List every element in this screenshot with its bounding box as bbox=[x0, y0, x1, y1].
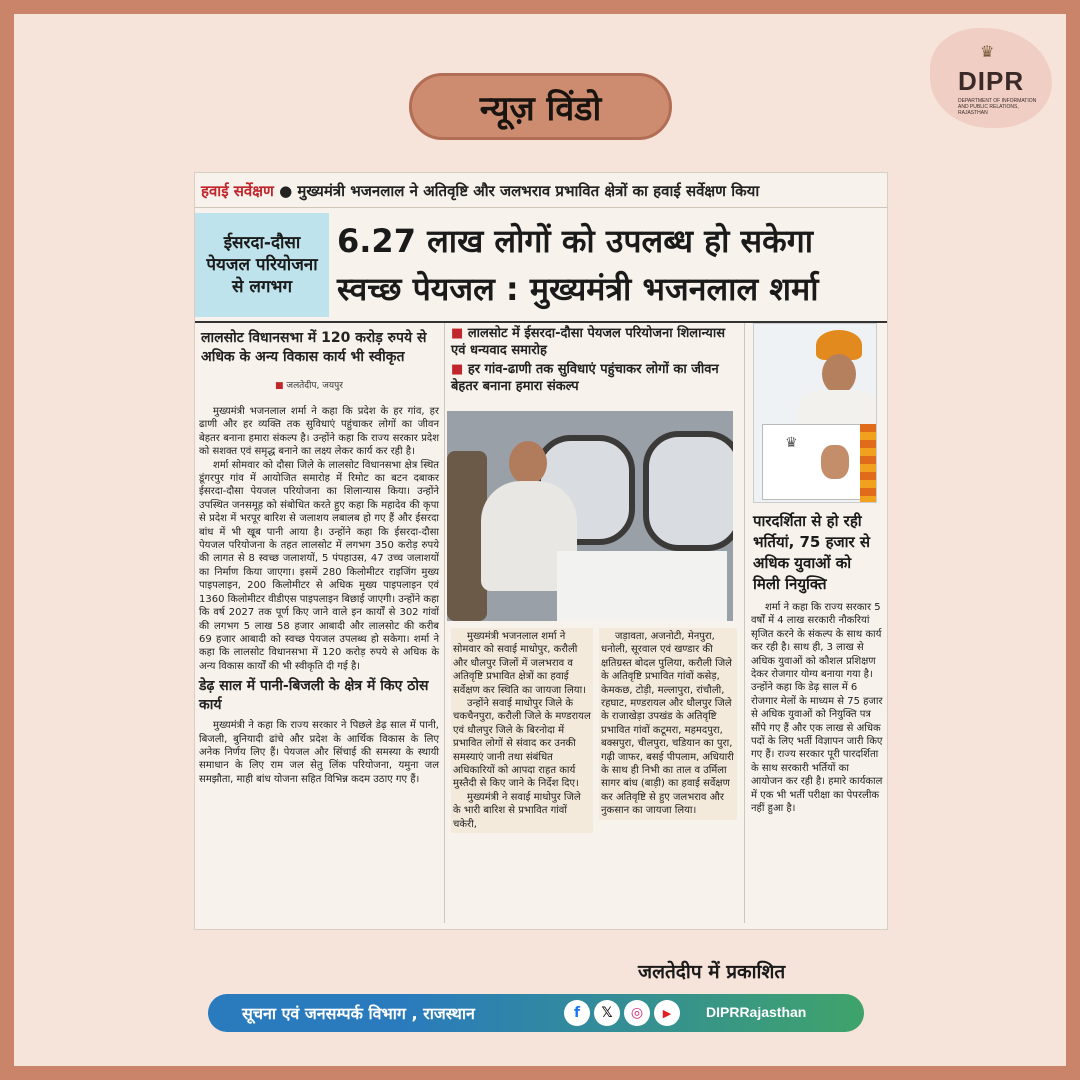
paragraph: उन्होंने सवाई माधोपुर जिले के चकचैनपुरा, करौली जिले के मण्डरायल एवं धौलपुर जिले के बिरनोदा में प्रभावित लोगों से संवाद कर उनकी समस्याएं जानी तथा संबंधित अधिकारियों को आपदा राहत कार्य मुस्तैदी से किए जाने के निर्देश दिए। bbox=[453, 698, 591, 790]
instagram-icon[interactable]: ◎ bbox=[624, 1000, 650, 1026]
paragraph: शर्मा सोमवार को दौसा जिले के लालसोट विधानसभा क्षेत्र स्थित डूंगरपुर गांव में आयोजित समारोह में रिमोट का बटन दबाकर ईसरदा-दौसा पेयजल परियोजना का शिलान्यास किया। उन्होंने उपस्थित जनसमूह को संबोधित करते हुए कहा कि महादेव की कृपा से प्रदेश में भरपूर बारिश से जलाशय लबालब हो गए हैं और ईसरदा बांध में भी खूब पानी आया है। उन्होंने कहा कि ईसरदा-दौसा पेयजल परियोजना के तहत लालसोट में लगभग 350 करोड़ रुपये की लागत से 8 स्वच्छ जलाशयों, 5 पंपहाउस, 47 उच्च जलाशयों का निर्माण किया जाएगा। इसमें 280 किलोमीटर राइजिंग मुख्य पाइपलाइन, 200 किलोमीटर से अधिक मुख्य पाइपलाइन एवं 1360 किलोमीटर वीडीएस पाइपलाइन बिछाई जाएगी। उन्होंने कहा कि वर्ष 2027 तक पूर्ण किए जाने वाले इन कार्यों से 302 गांवों की लगभग 5 लाख 58 हजार आबादी और लालसोट की करीब 69 हजार आबादी को स्वच्छ पेयजल उपलब्ध हो सकेगा। शर्मा ने कहा कि लालसोट विधानसभा में 120 करोड़ रुपये से अधिक के अन्य विकास कार्यों की भी स्वीकृति दी गई है। bbox=[199, 459, 439, 672]
byline bbox=[275, 378, 343, 391]
byline-text: जलतेदीप, जयपुर bbox=[286, 381, 343, 391]
column-4 bbox=[751, 601, 883, 816]
marigold-garland bbox=[860, 424, 876, 503]
blue-highlight-box: ईसरदा-दौसा पेयजल परियोजना से लगभग bbox=[195, 213, 329, 317]
documents-shape bbox=[557, 551, 727, 621]
speaker-face bbox=[822, 354, 856, 394]
bullet-item: ■ लालसोट में ईसरदा-दौसा पेयजल परियोजना शिलान्यास एवं धन्यवाद समारोह bbox=[451, 326, 726, 358]
person-head bbox=[509, 441, 547, 485]
paragraph: मुख्यमंत्री ने कहा कि राज्य सरकार ने पिछले डेढ़ साल में पानी, बिजली, बुनियादी ढांचे और प्रदेश के आर्थिक विकास के लिए अनेक निर्णय लिए हैं। पेयजल और सिंचाई की समस्या के स्थायी समाधान के लिए राम जल सेतु लिंक परियोजना, यमुना जल समझौता, माही बांध योजना सहित विभिन्न कदम उठाए गए हैं। bbox=[199, 720, 439, 785]
headline-line-1: 6.27 लाख लोगों को उपलब्ध हो सकेगा bbox=[337, 222, 814, 260]
paragraph: शर्मा ने कहा कि राज्य सरकार 5 वर्षों में 4 लाख सरकारी नौकरियां सृजित करने के संकल्प के साथ कार्य कर रही है। साथ ही, 3 लाख से अधिक युवाओं को कौशल प्रशिक्षण देकर रोजगार योग्य बनाया गया है। उन्होंने कहा कि डेढ़ साल में 6 रोजगार मेलों के माध्यम से 75 हजार से अधिक युवाओं को नियुक्ति पत्र सौंपे गए हैं और एक लाख से अधिक पदों के लिए भर्ती विज्ञापन जारी किए गए हैं। राज्य सरकार पूरी पारदर्शिता के साथ सरकारी भर्तियों का आयोजन कर रही है। हमारे कार्यकाल में एक भी भर्ती परीक्षा का पेपरलीक नहीं हुआ है। bbox=[751, 602, 883, 815]
kicker-divider bbox=[195, 207, 888, 208]
column-1 bbox=[199, 405, 439, 786]
kicker-label: हवाई सर्वेक्षण bbox=[201, 182, 274, 200]
dipr-logo bbox=[930, 28, 1052, 128]
department-name: सूचना एवं जनसम्पर्क विभाग , राजस्थान bbox=[242, 1004, 475, 1023]
headline-line-2: स्वच्छ पेयजल : मुख्यमंत्री भजनलाल शर्मा bbox=[337, 270, 819, 308]
social-handle[interactable]: DIPRRajasthan bbox=[706, 1004, 807, 1020]
podium bbox=[762, 424, 868, 500]
newspaper-clipping bbox=[194, 172, 888, 930]
title-pill: न्यूज़ विंडो bbox=[409, 73, 672, 140]
bullet-square-icon: ■ bbox=[451, 362, 468, 377]
kicker bbox=[201, 181, 883, 201]
paragraph: मुख्यमंत्री भजनलाल शर्मा ने कहा कि प्रदेश के हर गांव, हर ढाणी और हर व्यक्ति तक सुविधाएं पहुंचाकर लोगों का जीवन बेहतर बनाना हमारा संकल्प है। उन्होंने कहा कि राज्य सरकार प्रदेश को सशक्त एवं समृद्ध बनाने का लक्ष्य लेकर कार्य कर रही है। bbox=[199, 406, 439, 458]
column-divider bbox=[444, 323, 445, 923]
helicopter-window bbox=[643, 431, 733, 551]
column-3 bbox=[599, 628, 737, 820]
footer-bar bbox=[208, 994, 864, 1032]
paragraph: मुख्यमंत्री ने सवाई माधोपुर जिले के भारी बारिश से प्रभावित गांवों चकेरी, bbox=[453, 791, 581, 830]
bullet-list bbox=[451, 325, 741, 397]
speech-photo bbox=[753, 323, 877, 503]
facebook-icon[interactable]: f bbox=[564, 1000, 590, 1026]
paragraph: मुख्यमंत्री भजनलाल शर्मा ने सोमवार को सवाई माधोपुर, करौली और धौलपुर जिलों में जलभराव व अतिवृष्टि प्रभावित क्षेत्रों का हवाई सर्वेक्षण कर स्थिति का जायजा लिया। bbox=[453, 631, 586, 696]
section-heading: डेढ़ साल में पानी-बिजली के क्षेत्र में किए ठोस कार्य bbox=[199, 678, 429, 714]
paragraph: जड़ावता, अजनोटी, मेनपुरा, धनोली, सूरवाल एवं खण्डार की क्षतिग्रस्त बोदल पुलिया, करौली जिले के अतिवृष्टि प्रभावित गांवों कसेड़, केमकछ, टोड़ी, मल्लापुरा, रांचौली, रहघाट, मण्डरायल और धौलपुर जिले के राजाखेड़ा उपखंड के अतिवृष्टि प्रभावित गांवों कटूमरा, महमदपुरा, बक्सपुरा, चीलपुरा, चडियान का पुरा, गढ़ी जाफर, बसई पीपलाम, अधियारी के साथ ही निभी का ताल व उर्मिला सागर बांध (बाड़ी) का हवाई सर्वेक्षण कर अतिवृष्टि से हुए जलभराव और नुकसान का जायजा लिया। bbox=[601, 631, 734, 817]
byline-square-icon: ■ bbox=[275, 381, 284, 391]
podium-portrait bbox=[821, 445, 849, 479]
bullet-item: ■ हर गांव-ढाणी तक सुविधाएं पहुंचाकर लोगों का जीवन बेहतर बनाना हमारा संकल्प bbox=[451, 362, 719, 394]
youtube-icon[interactable]: ▶ bbox=[654, 1000, 680, 1026]
published-in-label: जलतेदीप में प्रकाशित bbox=[638, 961, 786, 983]
emblem-icon: ♛ bbox=[785, 435, 798, 451]
social-icons bbox=[564, 1000, 680, 1026]
column-2 bbox=[451, 628, 593, 833]
bullet-square-icon: ■ bbox=[451, 326, 468, 341]
subheadline: लालसोट विधानसभा में 120 करोड़ रुपये से अधिक के अन्य विकास कार्य भी स्वीकृत bbox=[201, 330, 427, 365]
column-divider bbox=[744, 323, 745, 923]
x-icon[interactable]: 𝕏 bbox=[594, 1000, 620, 1026]
kicker-text: ● मुख्यमंत्री भजनलाल ने अतिवृष्टि और जलभराव प्रभावित क्षेत्रों का हवाई सर्वेक्षण किया bbox=[279, 182, 760, 200]
emblem-icon: ♛ bbox=[980, 42, 995, 61]
logo-subtext: DEPARTMENT OF INFORMATION AND PUBLIC RELATIONS, RAJASTHAN bbox=[958, 98, 1037, 116]
logo-text: DIPR bbox=[958, 66, 1025, 96]
headline bbox=[337, 217, 883, 313]
helicopter-photo bbox=[447, 411, 733, 621]
side-headline: पारदर्शिता से हो रही भर्तियां, 75 हजार से अधिक युवाओं को मिली नियुक्ति bbox=[753, 512, 871, 593]
